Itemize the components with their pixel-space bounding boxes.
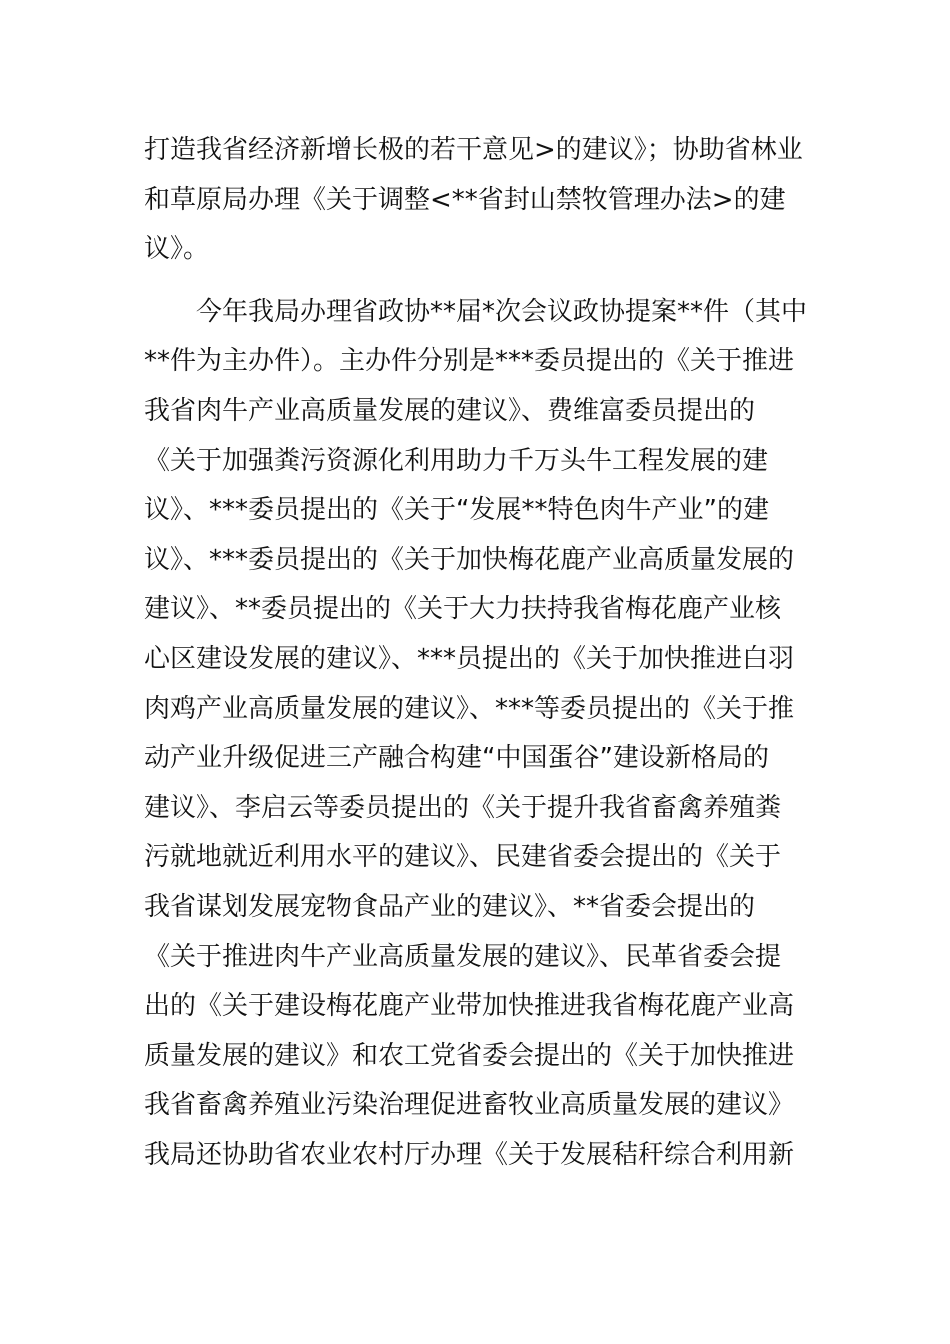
text-line: 我省畜禽养殖业污染治理促进畜牧业高质量发展的建议》 <box>144 1090 795 1121</box>
text-line: 肉鸡产业高质量发展的建议》、***等委员提出的《关于推 <box>144 693 795 724</box>
text-line: **件为主办件）。主办件分别是***委员提出的《关于推进 <box>144 346 795 377</box>
document-body <box>144 126 809 1180</box>
text-line: 动产业升级促进三产融合构建“中国蛋谷”建设新格局的 <box>144 743 769 774</box>
paragraph-spacer <box>144 275 809 288</box>
text-line: 我省谋划发展宠物食品产业的建议》、**省委会提出的 <box>144 891 756 922</box>
text-line: 建议》、李启云等委员提出的《关于提升我省畜禽养殖粪 <box>144 792 782 823</box>
text-line: 打造我省经济新增长极的若干意见>的建议》；协助省林业 <box>144 135 803 165</box>
text-line: 污就地就近利用水平的建议》、民建省委会提出的《关于 <box>144 842 782 873</box>
text-line: 议》、***委员提出的《关于“发展**特色肉牛产业”的建 <box>144 495 769 526</box>
text-line: 出的《关于建设梅花鹿产业带加快推进我省梅花鹿产业高 <box>144 991 795 1022</box>
text-line: 建议》、**委员提出的《关于大力扶持我省梅花鹿产业核 <box>144 594 782 625</box>
text-line: 《关于加强粪污资源化利用助力千万头牛工程发展的建 <box>144 445 769 476</box>
text-line: 议》、***委员提出的《关于加快梅花鹿产业高质量发展的 <box>144 544 795 575</box>
text-line: 《关于推进肉牛产业高质量发展的建议》、民革省委会提 <box>144 941 782 972</box>
paragraph-1 <box>144 126 809 275</box>
paragraph-2 <box>144 288 809 1181</box>
text-line: 质量发展的建议》和农工党省委会提出的《关于加快推进 <box>144 1040 795 1071</box>
text-line: 今年我局办理省政协**届*次会议政协提案**件（其中 <box>196 296 808 327</box>
text-line: 和草原局办理《关于调整<**省封山禁牧管理办法>的建 <box>144 184 786 215</box>
text-line: 心区建设发展的建议》、***员提出的《关于加快推进白羽 <box>144 643 795 674</box>
text-line: 我局还协助省农业农村厅办理《关于发展秸秆综合利用新 <box>144 1139 795 1170</box>
text-line: 我省肉牛产业高质量发展的建议》、费维富委员提出的 <box>144 395 756 426</box>
text-line: 议》。 <box>144 234 210 265</box>
